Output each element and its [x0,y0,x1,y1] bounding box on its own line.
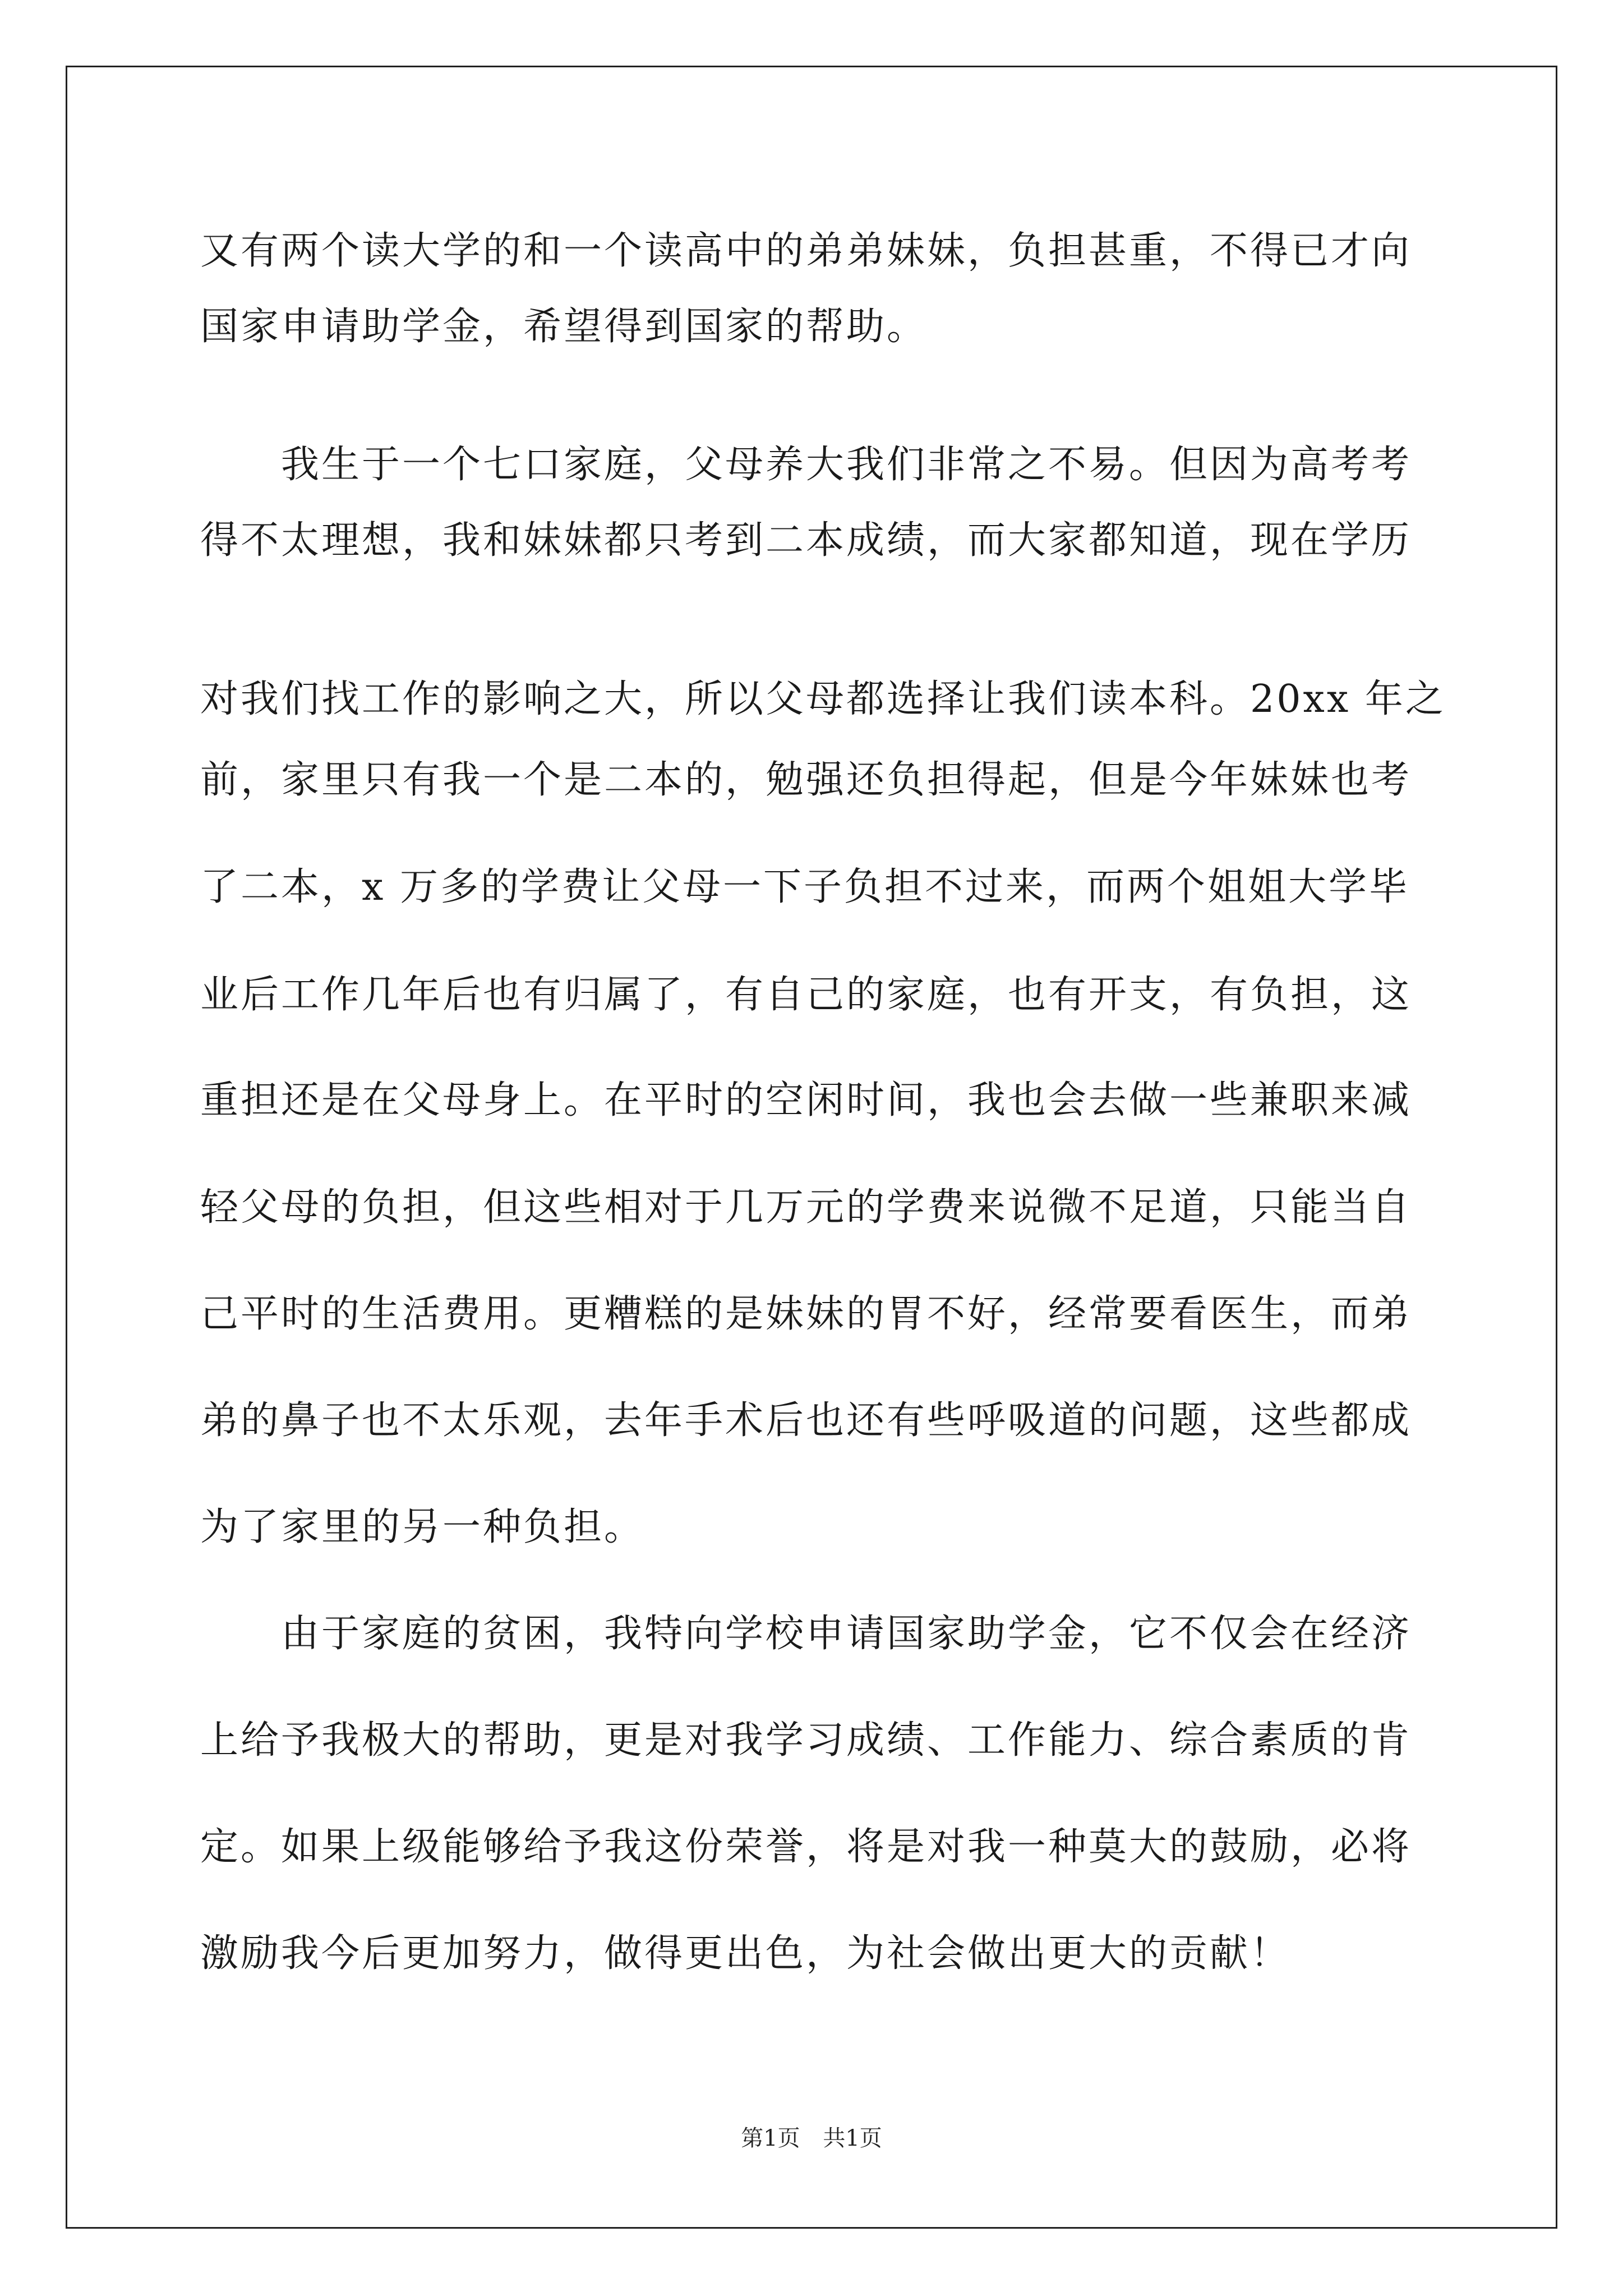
text-line: 己平时的生活费用。更糟糕的是妹妹的胃不好，经常要看医生，而弟 [200,1292,1412,1336]
text-line: 上给予我极大的帮助，更是对我学习成绩、工作能力、综合素质的肯 [200,1718,1412,1763]
page-total: 共1页 [823,2125,882,2151]
text-line: 前，家里只有我一个是二本的，勉强还负担得起，但是今年妹妹也考 [200,758,1412,802]
text-line: 又有两个读大学的和一个读高中的弟弟妹妹，负担甚重，不得已才向 [200,229,1412,273]
text-line: 由于家庭的贫困，我特向学校申请国家助学金，它不仅会在经济 [200,1612,1412,1656]
text-line: 为了家里的另一种负担。 [200,1505,645,1549]
text-line: 激励我今后更加努力，做得更出色，为社会做出更大的贡献！ [200,1931,1291,1976]
text-line: 弟的鼻子也不太乐观，去年手术后也还有些呼吸道的问题，这些都成 [200,1398,1412,1443]
text-line: 定。如果上级能够给予我这份荣誉，将是对我一种莫大的鼓励，必将 [200,1825,1412,1869]
text-line: 国家申请助学金，希望得到国家的帮助。 [200,305,928,349]
page-footer [0,2122,1623,2155]
text-line: 对我们找工作的影响之大，所以父母都选择让我们读本科。20xx 年之 [200,677,1446,721]
text-line: 我生于一个七口家庭，父母养大我们非常之不易。但因为高考考 [200,443,1412,487]
text-line: 得不太理想，我和妹妹都只考到二本成绩，而大家都知道，现在学历 [200,518,1412,563]
text-line: 轻父母的负担，但这些相对于几万元的学费来说微不足道，只能当自 [200,1185,1412,1230]
page-border [66,66,1557,2229]
text-line: 了二本，x 万多的学费让父母一下子负担不过来，而两个姐姐大学毕 [200,865,1409,909]
text-line: 业后工作几年后也有归属了，有自己的家庭，也有开支，有负担，这 [200,973,1412,1017]
text-line: 重担还是在父母身上。在平时的空闲时间，我也会去做一些兼职来减 [200,1078,1412,1122]
page-number: 第1页 [741,2125,800,2151]
